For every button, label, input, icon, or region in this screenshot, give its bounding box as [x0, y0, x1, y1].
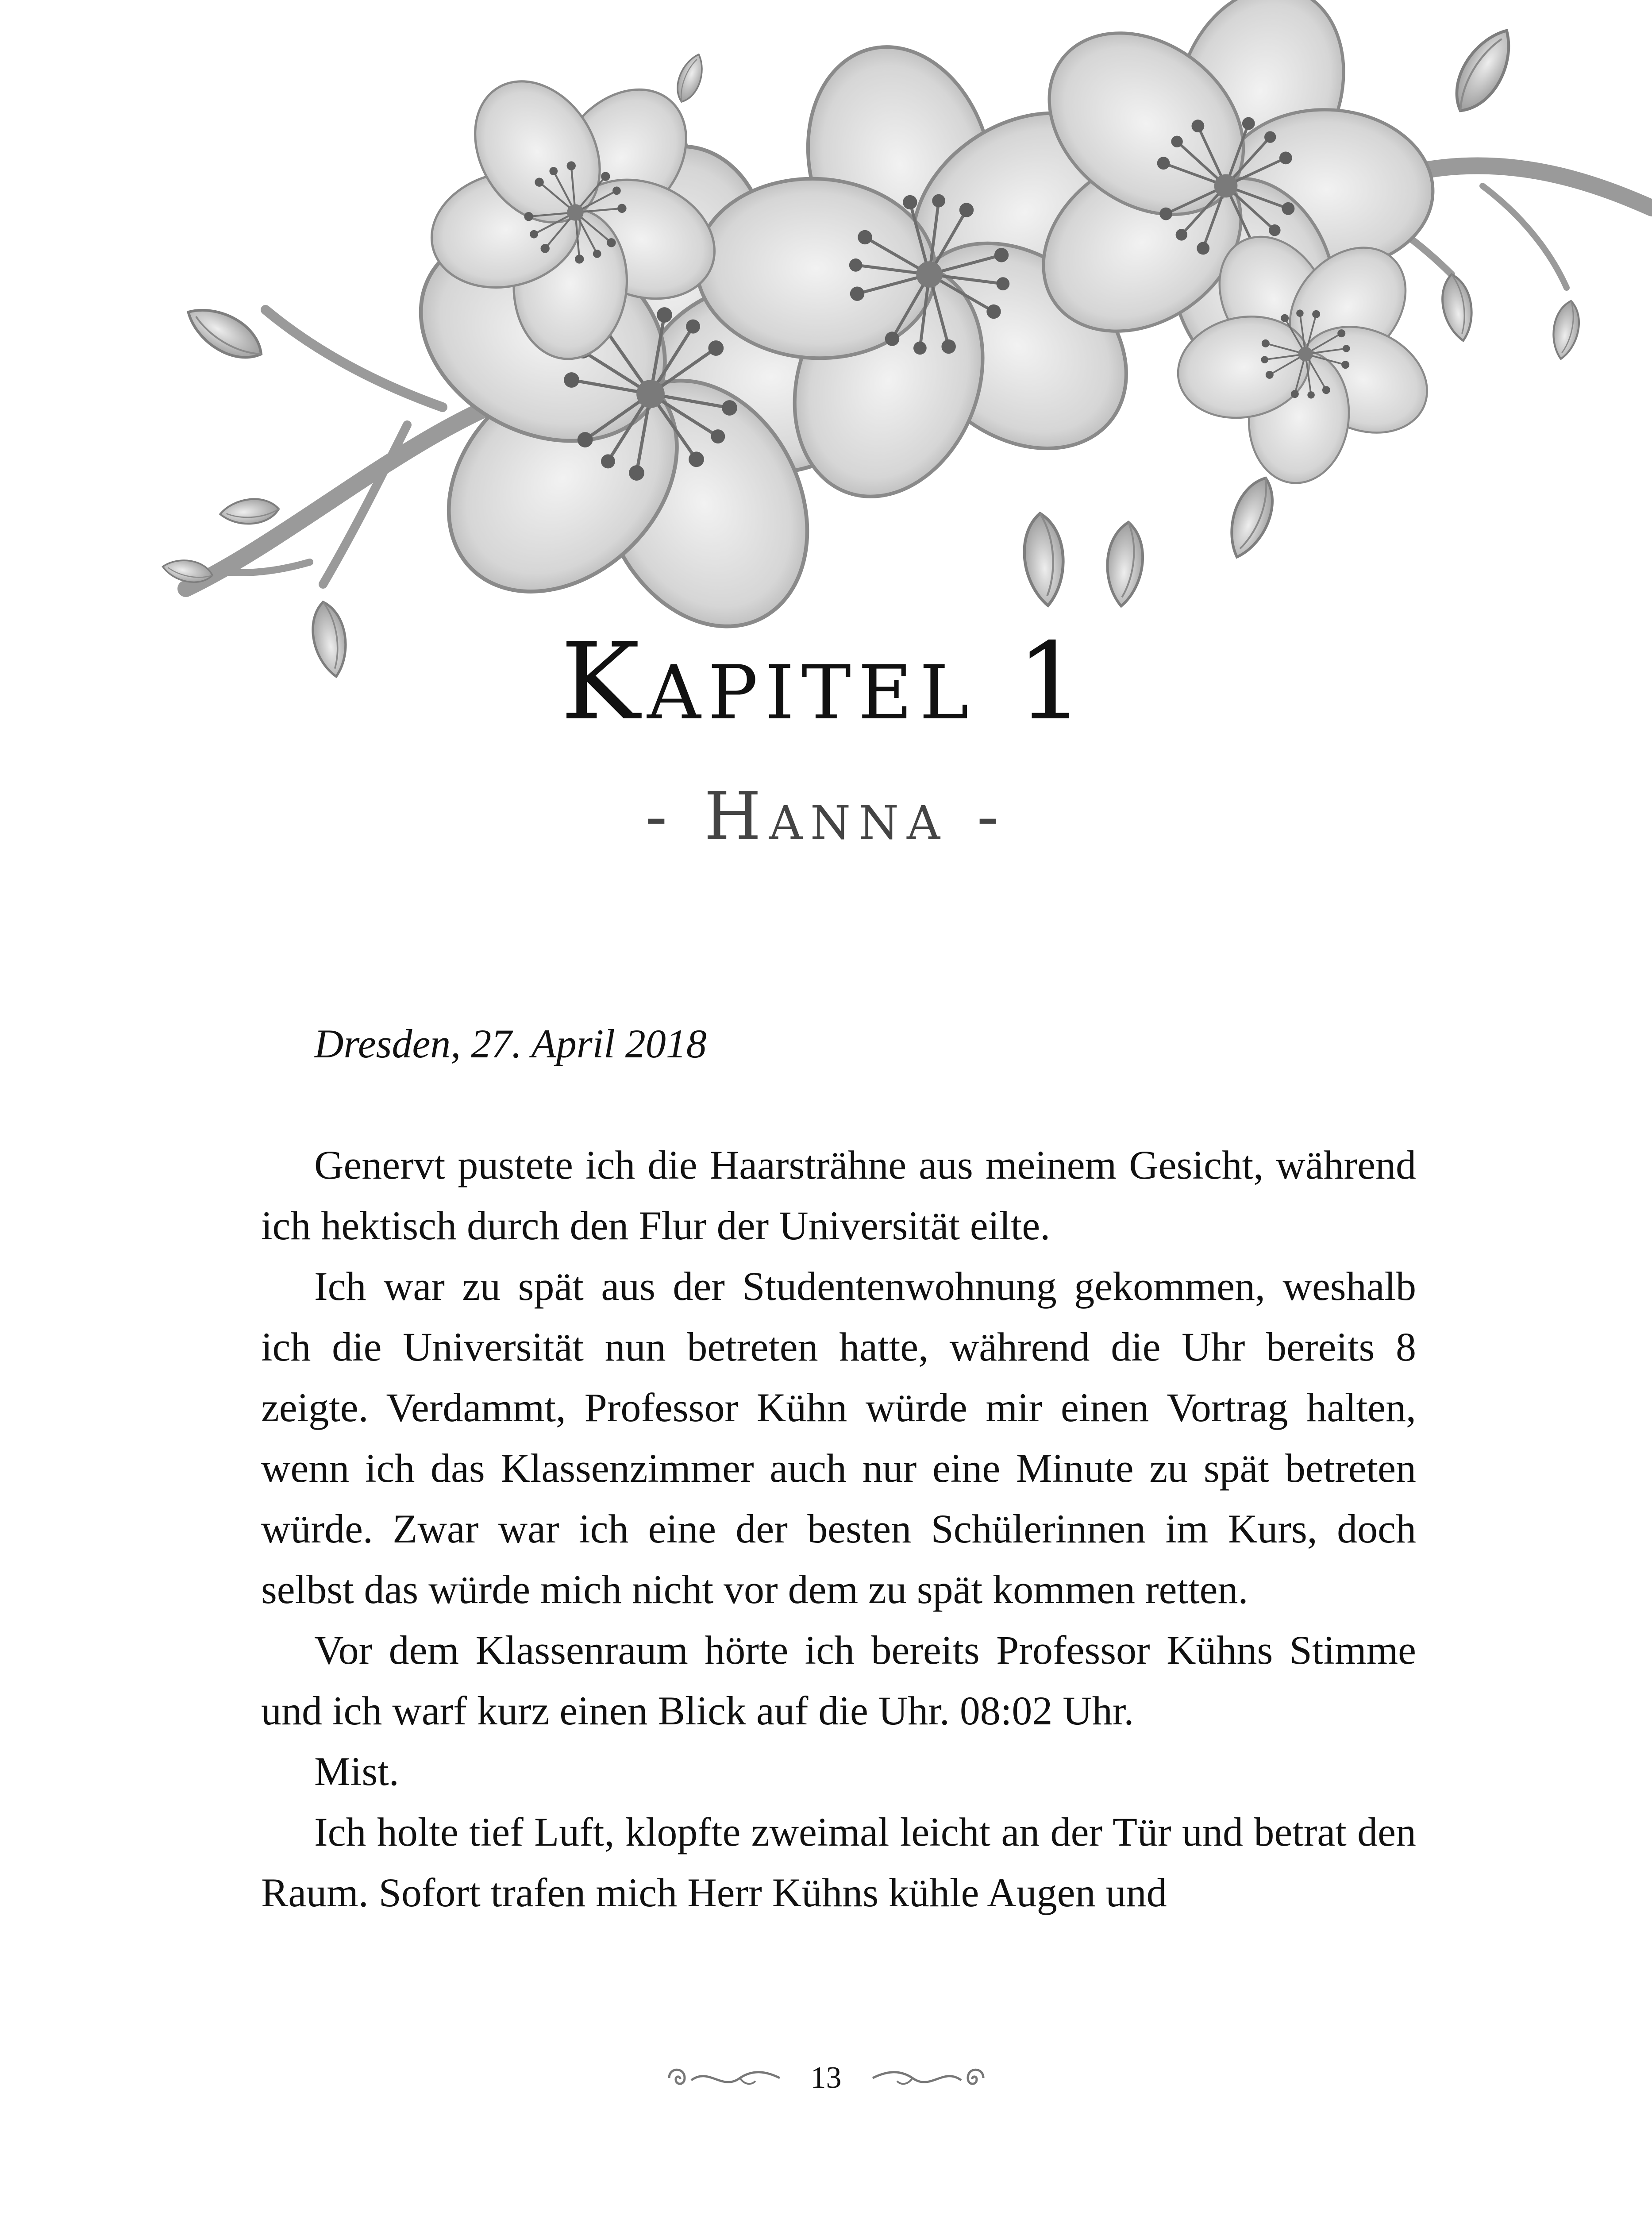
paragraph: Ich holte tief Luft, klopfte zweimal leicht an der Tür und betrat den Raum. Sofort trafen mich Herr Kühns kühle Augen und [261, 1809, 1416, 1915]
left-flourish-icon [660, 2058, 793, 2098]
paragraph: Mist. [314, 1749, 399, 1794]
paragraph: Genervt pustete ich die Haarsträhne aus meinem Gesicht, während ich hektisch durch den Flur der Universität eilte. [261, 1142, 1416, 1248]
chapter-title: Kapitel 1 [560, 620, 1092, 744]
right-flourish-icon [859, 2058, 992, 2098]
page-footer [0, 2047, 1652, 2109]
page-number: 13 [810, 2061, 842, 2095]
paragraph: Ich war zu spät aus der Studentenwohnung gekommen, weshalb ich die Universität nun betreten hatte, während die Uhr bereits 8 zeigte. Verdammt, Professor Kühn würde mir einen Vortrag halten, wenn ich das Klassenzimmer auch nur eine Minute zu spät betreten würde. Zwar war ich eine der besten Schülerinnen im Kurs, doch selbst das würde mich nicht vor dem zu spät kommen retten. [261, 1264, 1416, 1612]
dateline: Dresden, 27. April 2018 [314, 1021, 707, 1066]
chapter-subtitle: - Hanna - [645, 778, 1007, 854]
paragraph: Vor dem Klassenraum hörte ich bereits Professor Kühns Stimme und ich warf kurz einen Blick auf die Uhr. 08:02 Uhr. [261, 1627, 1416, 1733]
chapter-body [261, 1014, 1416, 1923]
cherry-blossom-illustration [133, 0, 1652, 690]
